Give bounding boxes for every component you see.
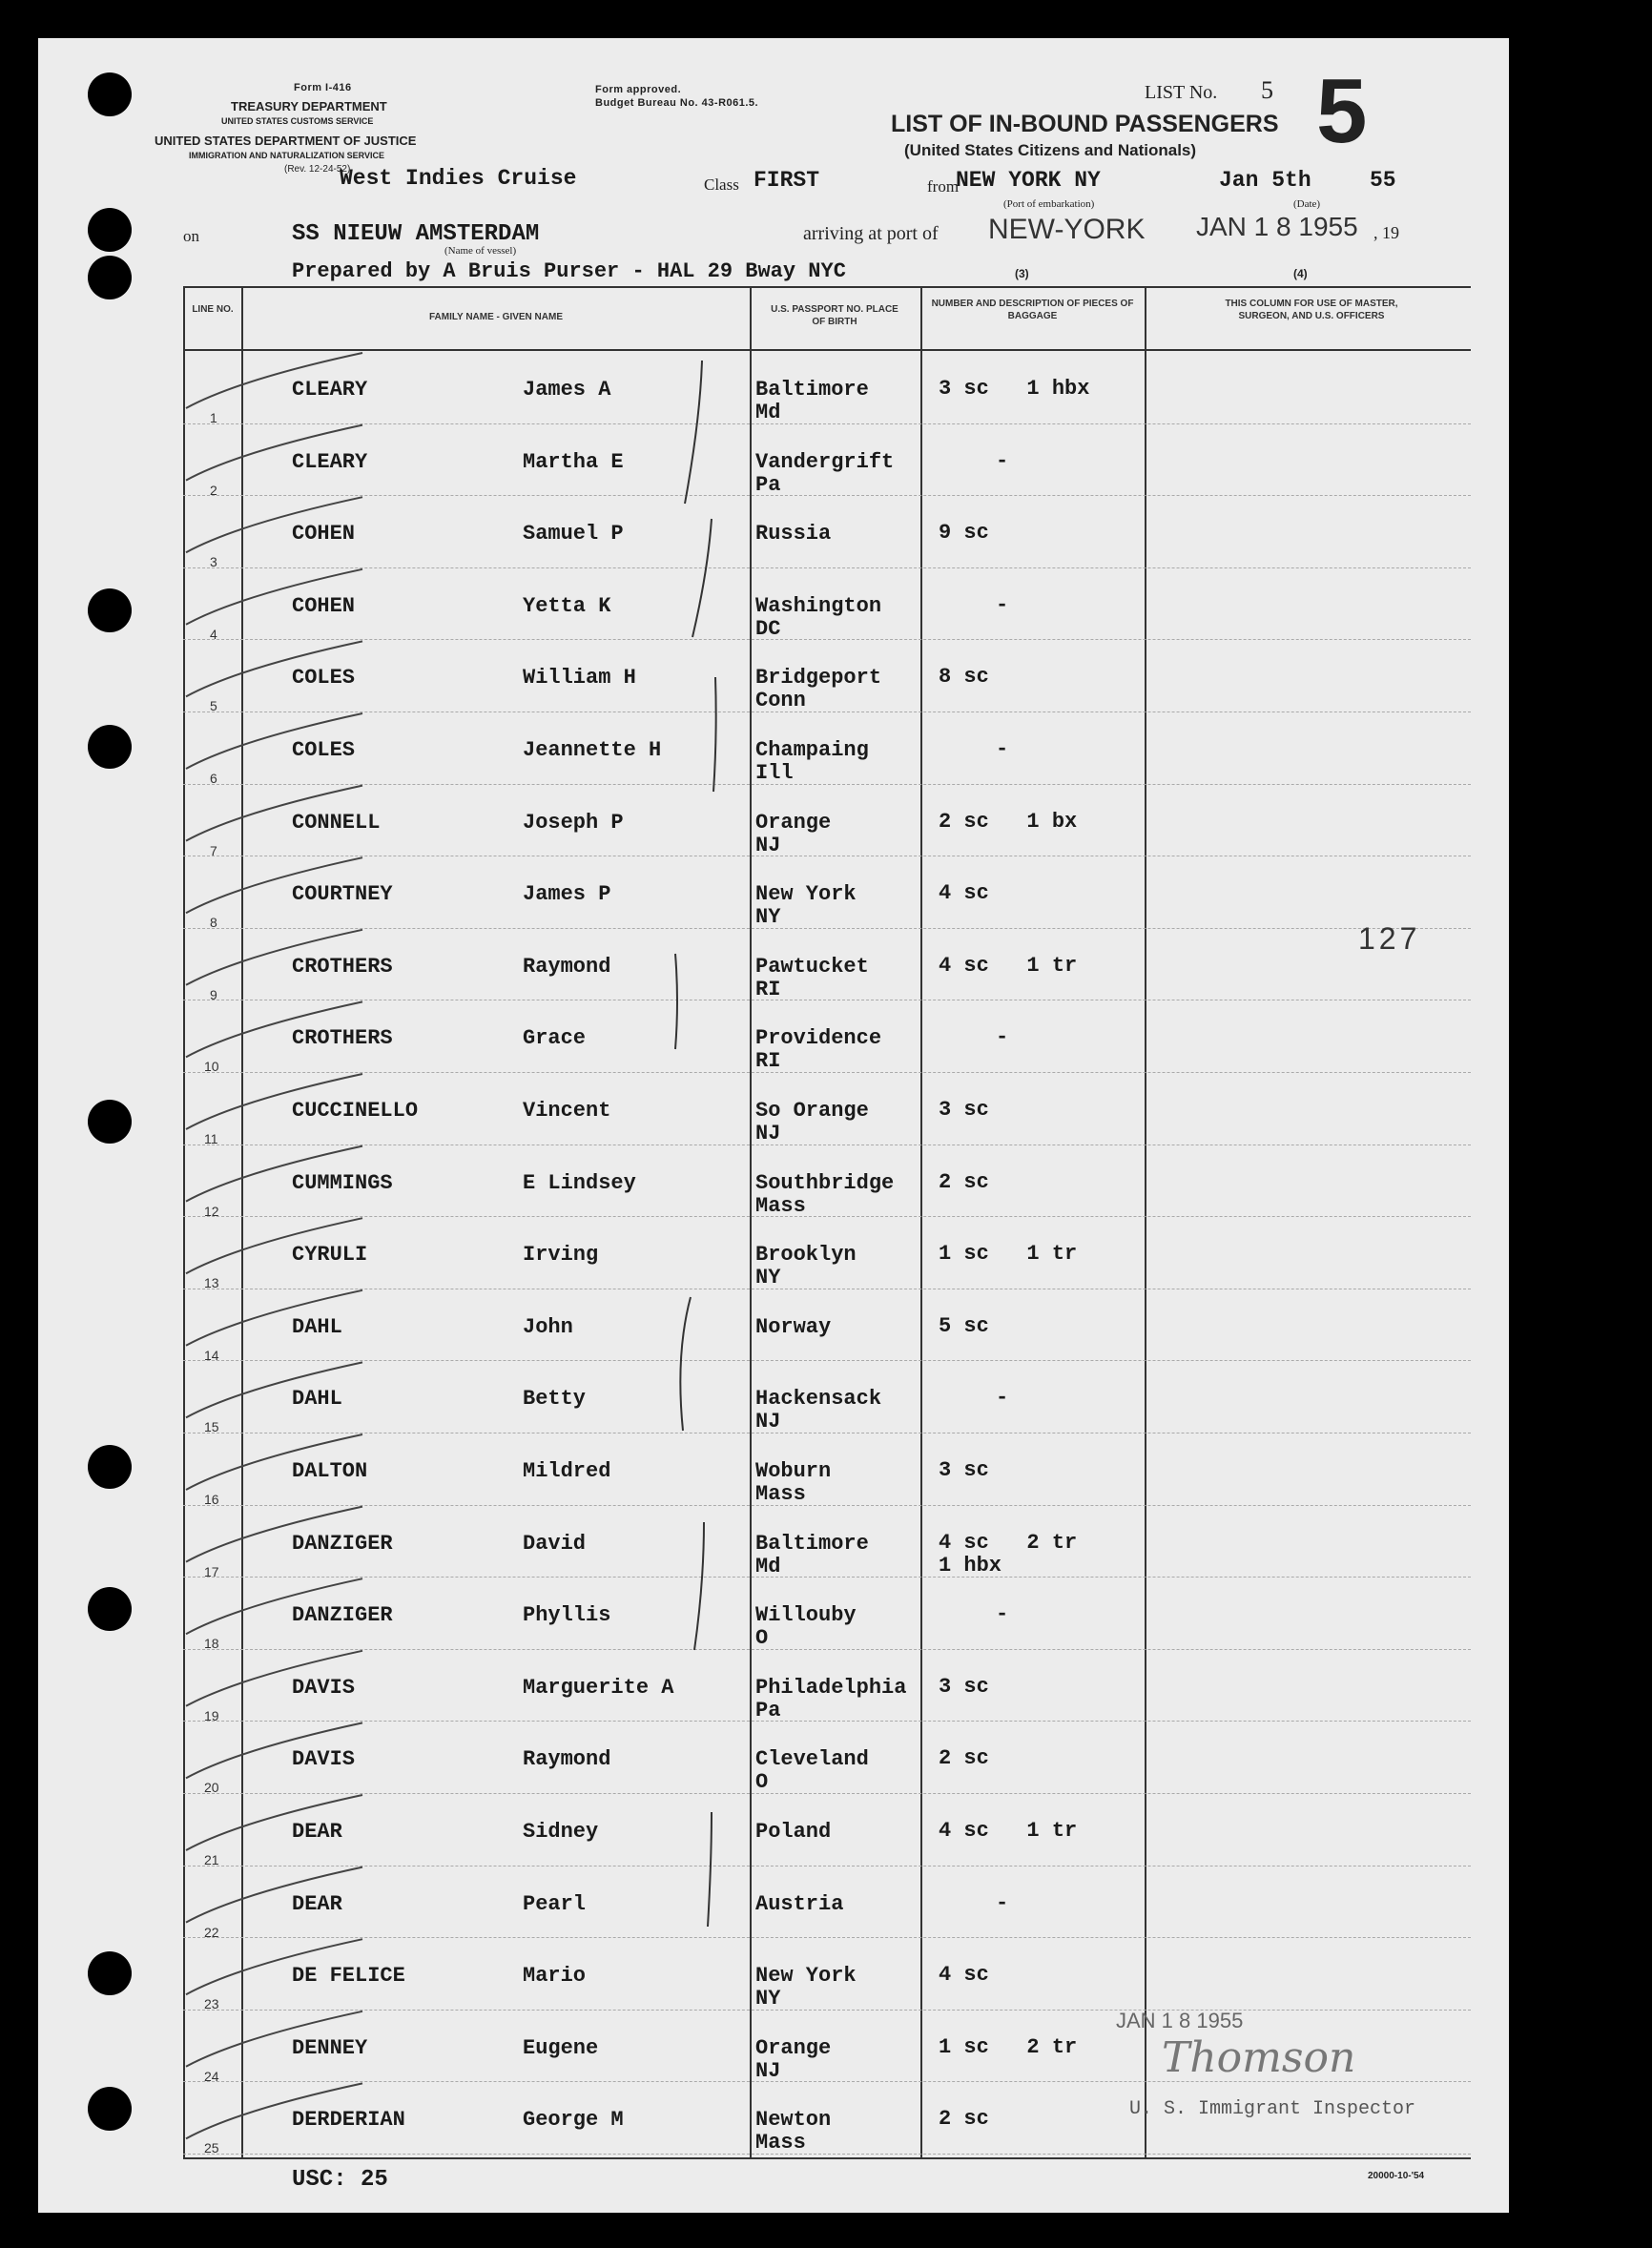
given-name: Joseph P <box>523 810 624 835</box>
check-mark <box>186 1722 362 1778</box>
baggage: 4 sc 2 tr 1 hbx <box>939 1530 1078 1578</box>
given-name: Mildred <box>523 1459 611 1483</box>
family-name: DENNEY <box>292 2035 368 2060</box>
family-name: COLES <box>292 738 356 762</box>
birthplace: Philadelphia <box>755 1675 907 1700</box>
pen-bracket <box>694 1522 704 1650</box>
embarkation-year: 55 <box>1370 168 1396 193</box>
baggage: - <box>996 448 1009 473</box>
birthplace: New York <box>755 1964 857 1989</box>
treasury-dept: TREASURY DEPARTMENT <box>231 99 387 113</box>
budget-bureau: Budget Bureau No. 43-R061.5. <box>595 97 759 109</box>
form-title: LIST OF IN-BOUND PASSENGERS <box>891 111 1279 137</box>
line-number: 14 <box>204 1347 219 1363</box>
list-no-small: 5 <box>1261 76 1273 104</box>
given-name: David <box>523 1531 587 1556</box>
birthplace: Brooklyn <box>755 1243 857 1268</box>
given-name: James P <box>523 882 611 907</box>
given-name: William H <box>523 666 636 691</box>
birthplace: Washington <box>755 593 882 618</box>
family-name: CONNELL <box>292 810 381 835</box>
form-code: 20000-10-'54 <box>1368 2171 1425 2181</box>
family-name: DEAR <box>292 1820 342 1844</box>
baggage: 4 sc <box>939 881 989 906</box>
arriving-label: arriving at port of <box>803 223 939 244</box>
vessel-name: SS NIEUW AMSTERDAM <box>292 221 540 247</box>
family-name: CROTHERS <box>292 1026 393 1051</box>
family-name: CUMMINGS <box>292 1170 393 1195</box>
mark-4: (4) <box>1293 267 1308 280</box>
embarkation-date: Jan 5th <box>1219 168 1311 193</box>
birthplace: So Orange <box>755 1099 869 1123</box>
birthplace-region: Pa <box>755 472 781 497</box>
header-baggage: NUMBER AND DESCRIPTION OF PIECES OF BAGGAGE <box>931 299 1134 321</box>
date-label: (Date) <box>1293 198 1321 210</box>
check-mark <box>186 2011 362 2067</box>
given-name: Samuel P <box>523 522 624 547</box>
given-name: Martha E <box>523 449 624 474</box>
line-number: 4 <box>210 626 217 642</box>
line-number: 24 <box>204 2068 219 2084</box>
birthplace: Orange <box>755 810 832 835</box>
family-name: DERDERIAN <box>292 2108 405 2133</box>
check-mark <box>186 641 362 696</box>
baggage: 4 sc 1 tr <box>939 1819 1078 1843</box>
line-number: 15 <box>204 1419 219 1435</box>
check-mark <box>186 713 362 769</box>
baggage: 3 sc <box>939 1674 989 1699</box>
birthplace-region: Mass <box>755 1193 806 1218</box>
header-officers: THIS COLUMN FOR USE OF MASTER, SURGEON, AND U.S. OFFICERS <box>1225 299 1398 321</box>
check-mark <box>186 1434 362 1490</box>
line-number: 17 <box>204 1563 219 1579</box>
officer-mark: 127 <box>1358 921 1421 956</box>
birthplace: Vandergrift <box>755 449 895 474</box>
birthplace: Poland <box>755 1820 832 1844</box>
birthplace: Baltimore <box>755 1531 869 1556</box>
check-mark <box>186 353 362 408</box>
check-mark <box>186 1795 362 1850</box>
check-mark <box>186 1218 362 1273</box>
given-name: John <box>523 1314 573 1339</box>
birthplace: Woburn <box>755 1459 832 1483</box>
given-name: James A <box>523 378 611 402</box>
header-name: FAMILY NAME - GIVEN NAME <box>428 312 563 322</box>
line-number: 1 <box>210 410 217 425</box>
baggage: 3 sc 1 hbx <box>939 377 1090 401</box>
year-prefix: , 19 <box>1373 223 1399 242</box>
line-number: 3 <box>210 554 217 570</box>
inspector-signature: Thomson <box>1162 2033 1356 2082</box>
check-mark <box>186 857 362 913</box>
birthplace-region: NJ <box>755 833 781 857</box>
header-line-no: LINE NO. <box>192 304 234 315</box>
justice-dept: UNITED STATES DEPARTMENT OF JUSTICE <box>155 134 417 148</box>
birthplace: Norway <box>755 1314 832 1339</box>
family-name: DAVIS <box>292 1675 356 1700</box>
line-number: 23 <box>204 1996 219 2012</box>
baggage: 2 sc 1 bx <box>939 809 1078 834</box>
usc-count: USC: 25 <box>292 2167 388 2193</box>
given-name: Irving <box>523 1243 599 1268</box>
birthplace-region: Mass <box>755 2131 806 2155</box>
arrival-date: JAN 1 8 1955 <box>1196 212 1358 241</box>
family-name: DANZIGER <box>292 1531 393 1556</box>
family-name: DANZIGER <box>292 1603 393 1628</box>
check-mark <box>186 1507 362 1562</box>
check-mark <box>186 1074 362 1129</box>
birthplace-region: Pa <box>755 1698 781 1722</box>
check-mark <box>186 1867 362 1923</box>
cruise-name: West Indies Cruise <box>340 166 577 191</box>
check-mark <box>186 1146 362 1202</box>
customs-service: UNITED STATES CUSTOMS SERVICE <box>221 116 374 126</box>
birthplace: Cleveland <box>755 1747 869 1772</box>
list-no-label: LIST No. <box>1145 82 1218 103</box>
list-no-big: 5 <box>1316 60 1368 162</box>
family-name: COURTNEY <box>292 882 393 907</box>
prepared-by: Prepared by A Bruis Purser - HAL 29 Bway NYC <box>292 259 846 283</box>
pen-bracket <box>680 1297 691 1431</box>
birthplace-region: O <box>755 1626 769 1651</box>
family-name: CROTHERS <box>292 954 393 979</box>
check-mark <box>186 786 362 841</box>
given-name: Sidney <box>523 1820 599 1844</box>
baggage: 8 sc <box>939 665 989 690</box>
given-name: Mario <box>523 1964 587 1989</box>
check-mark <box>186 497 362 552</box>
check-mark <box>186 930 362 985</box>
birthplace-region: Md <box>755 1554 781 1578</box>
given-name: Vincent <box>523 1099 611 1123</box>
birthplace: Hackensack <box>755 1387 882 1412</box>
line-number: 16 <box>204 1492 219 1507</box>
family-name: DAHL <box>292 1387 342 1412</box>
birthplace: Austria <box>755 1891 844 1916</box>
birthplace-region: Conn <box>755 689 806 713</box>
family-name: COHEN <box>292 593 356 618</box>
baggage: 2 sc <box>939 2107 989 2132</box>
family-name: CLEARY <box>292 378 368 402</box>
baggage: 2 sc <box>939 1169 989 1194</box>
pen-bracket <box>713 677 716 792</box>
check-mark <box>186 1001 362 1057</box>
given-name: Raymond <box>523 1747 611 1772</box>
inspection-stamp-date: JAN 1 8 1955 <box>1116 2009 1244 2032</box>
birthplace-region: NY <box>755 1987 781 2011</box>
baggage: - <box>996 1602 1009 1627</box>
check-mark <box>186 1939 362 1994</box>
given-name: Jeannette H <box>523 738 662 762</box>
form-number: Form I-416 <box>294 82 352 93</box>
pen-bracket <box>692 519 712 637</box>
given-name: Pearl <box>523 1891 587 1916</box>
line-number: 18 <box>204 1636 219 1652</box>
given-name: Betty <box>523 1387 587 1412</box>
birthplace-region: NJ <box>755 1122 781 1145</box>
birthplace-region: NY <box>755 905 781 930</box>
line-number: 19 <box>204 1707 219 1723</box>
line-number: 9 <box>210 986 217 1002</box>
birthplace-region: Mass <box>755 1482 806 1506</box>
line-number: 8 <box>210 915 217 931</box>
check-mark <box>186 2083 362 2138</box>
family-name: DAVIS <box>292 1747 356 1772</box>
baggage: 3 sc <box>939 1458 989 1482</box>
birthplace: Champaing <box>755 738 869 762</box>
birthplace-region: RI <box>755 977 781 1001</box>
line-number: 6 <box>210 771 217 786</box>
birthplace: Pawtucket <box>755 954 869 979</box>
given-name: Marguerite A <box>523 1675 674 1700</box>
family-name: DALTON <box>292 1459 368 1483</box>
class-value: FIRST <box>754 168 820 193</box>
birthplace-region: DC <box>755 616 781 641</box>
given-name: Eugene <box>523 2035 599 2060</box>
birthplace-region: RI <box>755 1049 781 1074</box>
family-name: CUCCINELLO <box>292 1099 419 1123</box>
baggage: 9 sc <box>939 521 989 546</box>
vessel-label: (Name of vessel) <box>444 245 517 257</box>
arrival-port: NEW-YORK <box>988 214 1146 245</box>
baggage: 4 sc <box>939 1963 989 1988</box>
from-label: from <box>927 177 960 196</box>
baggage: 1 sc 1 tr <box>939 1242 1078 1267</box>
birthplace-region: O <box>755 1770 769 1795</box>
given-name: Grace <box>523 1026 587 1051</box>
embarkation-port: NEW YORK NY <box>956 168 1101 193</box>
family-name: CLEARY <box>292 449 368 474</box>
line-number: 12 <box>204 1203 219 1219</box>
birthplace-region: Md <box>755 401 781 424</box>
baggage: 4 sc 1 tr <box>939 953 1078 978</box>
family-name: COHEN <box>292 522 356 547</box>
on-label: on <box>183 227 199 245</box>
baggage: 3 sc <box>939 1098 989 1122</box>
line-number: 25 <box>204 2140 219 2156</box>
birthplace-region: Ill <box>755 761 794 785</box>
birthplace: Baltimore <box>755 378 869 402</box>
baggage: 2 sc <box>939 1746 989 1771</box>
pen-bracket <box>685 361 702 504</box>
birthplace: Orange <box>755 2035 832 2060</box>
baggage: 1 sc 2 tr <box>939 2034 1078 2059</box>
line-number: 5 <box>210 698 217 714</box>
birthplace: Bridgeport <box>755 666 882 691</box>
form-subtitle: (United States Citizens and Nationals) <box>904 141 1197 159</box>
line-number: 21 <box>204 1852 219 1867</box>
baggage: - <box>996 1890 1009 1915</box>
check-mark <box>186 1290 362 1346</box>
line-number: 20 <box>204 1780 219 1796</box>
line-number: 2 <box>210 482 217 498</box>
baggage: - <box>996 737 1009 761</box>
family-name: COLES <box>292 666 356 691</box>
given-name: E Lindsey <box>523 1170 636 1195</box>
line-number: 10 <box>204 1059 219 1075</box>
line-number: 22 <box>204 1924 219 1940</box>
given-name: George M <box>523 2108 624 2133</box>
birthplace: Willouby <box>755 1603 857 1628</box>
baggage: 5 sc <box>939 1313 989 1338</box>
line-number: 13 <box>204 1275 219 1291</box>
pen-bracket <box>675 954 677 1049</box>
birthplace: Providence <box>755 1026 882 1051</box>
check-mark <box>186 569 362 625</box>
given-name: Phyllis <box>523 1603 611 1628</box>
form-approved: Form approved. <box>595 84 682 95</box>
header-passport: U.S. PASSPORT NO. PLACE OF BIRTH <box>771 304 898 327</box>
baggage: - <box>996 1025 1009 1050</box>
family-name: CYRULI <box>292 1243 368 1268</box>
given-name: Yetta K <box>523 593 611 618</box>
baggage: - <box>996 1386 1009 1411</box>
ins-service: IMMIGRATION AND NATURALIZATION SERVICE <box>189 151 384 160</box>
line-number: 7 <box>210 842 217 858</box>
family-name: DEAR <box>292 1891 342 1916</box>
check-mark <box>186 1651 362 1706</box>
birthplace: Southbridge <box>755 1170 895 1195</box>
birthplace: Russia <box>755 522 832 547</box>
pen-bracket <box>708 1812 712 1927</box>
birthplace-region: NY <box>755 1266 781 1290</box>
check-mark <box>186 425 362 481</box>
check-mark <box>186 1578 362 1634</box>
birthplace: New York <box>755 882 857 907</box>
family-name: DE FELICE <box>292 1964 405 1989</box>
inspector-title: U. S. Immigrant Inspector <box>1129 2098 1416 2120</box>
mark-3: (3) <box>1015 267 1029 280</box>
family-name: DAHL <box>292 1314 342 1339</box>
check-mark <box>186 1362 362 1417</box>
birthplace-region: NJ <box>755 2058 781 2083</box>
given-name: Raymond <box>523 954 611 979</box>
birthplace: Newton <box>755 2108 832 2133</box>
baggage: - <box>996 592 1009 617</box>
birthplace-region: NJ <box>755 1410 781 1434</box>
port-embarkation-label: (Port of embarkation) <box>1003 198 1095 210</box>
revision: (Rev. 12-24-52) <box>284 164 351 175</box>
line-number: 11 <box>204 1131 218 1146</box>
class-label: Class <box>704 175 739 194</box>
